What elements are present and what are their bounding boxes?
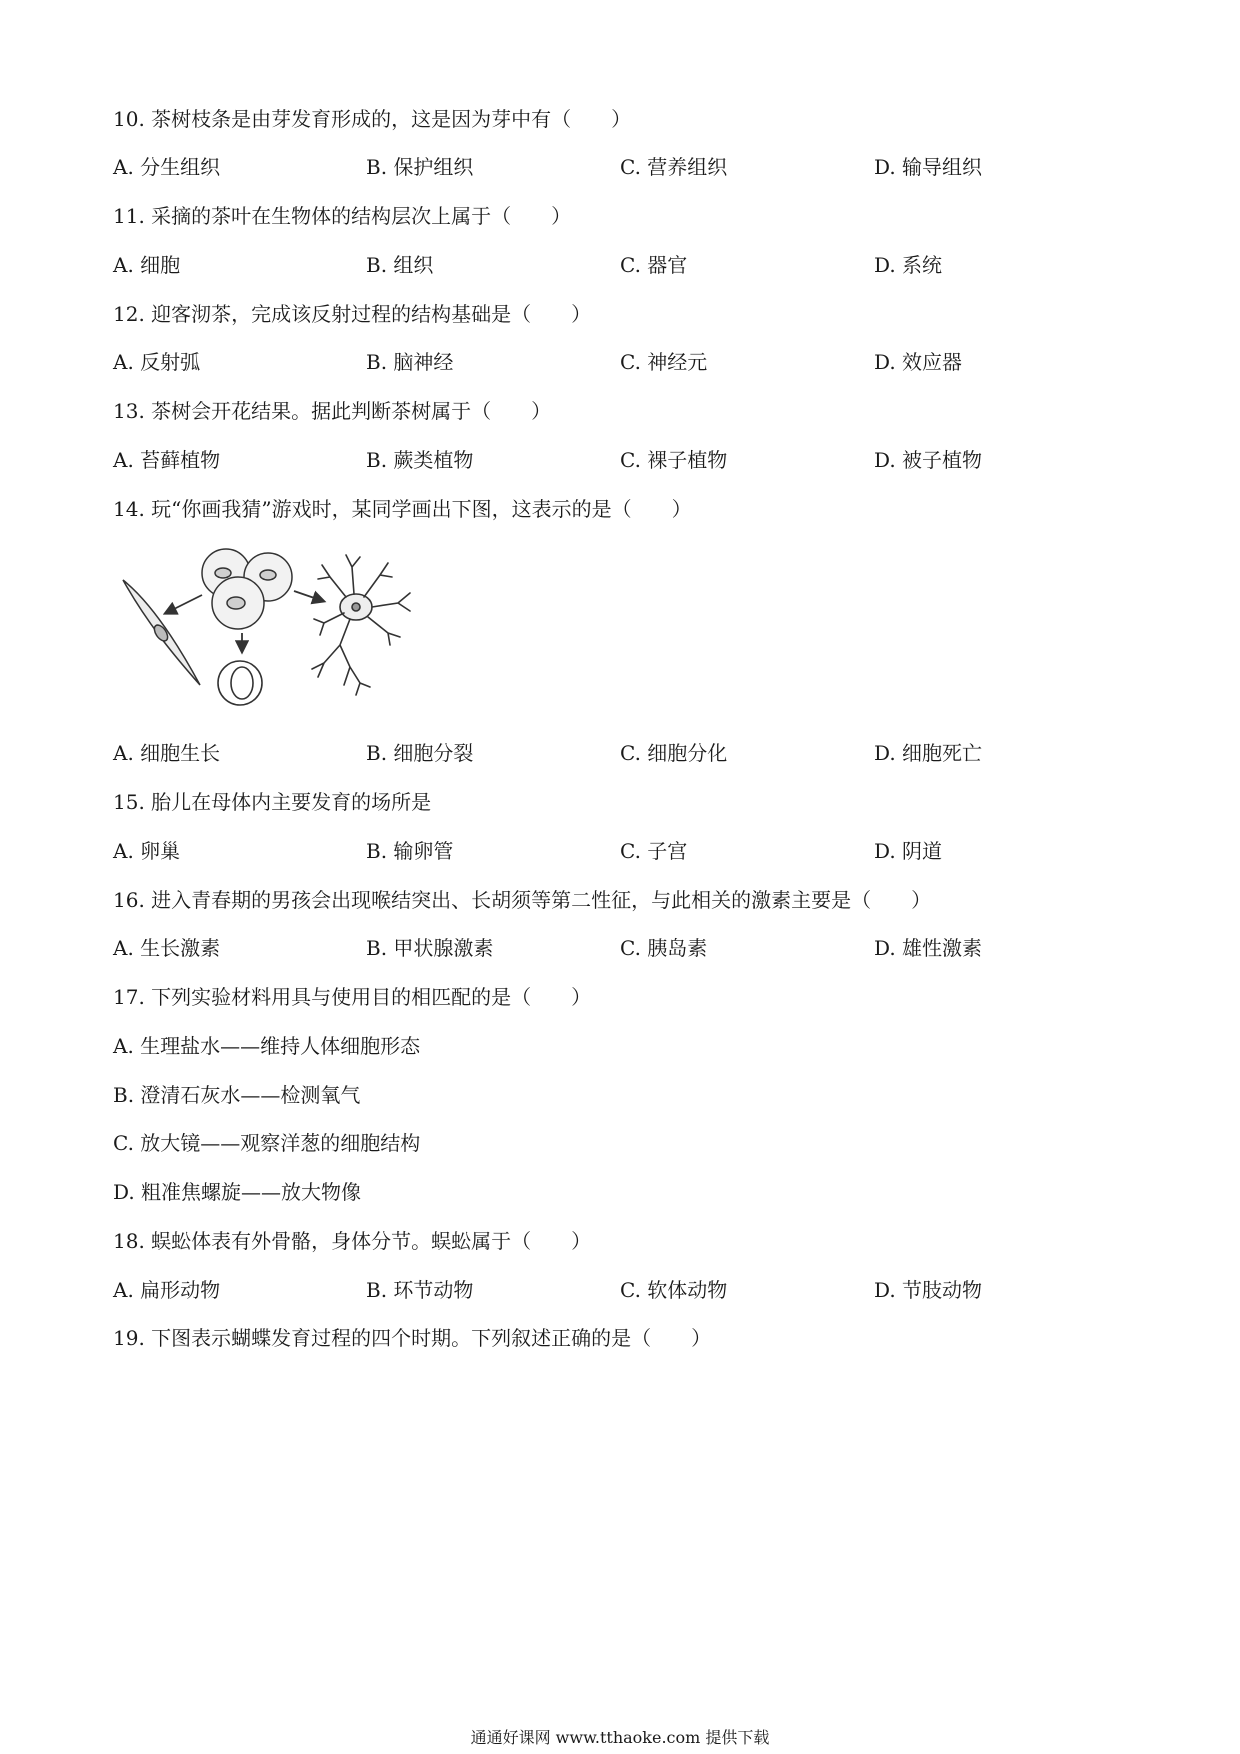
- question-13-stem: 13. 茶树会开花结果。据此判断茶树属于（ ）: [113, 399, 552, 423]
- question-16-option-c: C. 胰岛素: [620, 936, 708, 960]
- question-10-option-b: B. 保护组织: [366, 155, 474, 179]
- question-11-option-d: D. 系统: [874, 253, 943, 277]
- question-19-stem: 19. 下图表示蝴蝶发育过程的四个时期。下列叙述正确的是（ ）: [113, 1326, 712, 1350]
- question-16-stem: 16. 进入青春期的男孩会出现喉结突出、长胡须等第二性征，与此相关的激素主要是（ ）: [113, 888, 932, 912]
- question-12-option-d: D. 效应器: [874, 350, 963, 374]
- question-16-option-a: A. 生长激素: [113, 936, 221, 960]
- question-15-option-d: D. 阴道: [874, 839, 943, 863]
- question-13-option-d: D. 被子植物: [874, 448, 983, 472]
- question-18-option-b: B. 环节动物: [366, 1278, 474, 1302]
- question-18-stem: 18. 蜈蚣体表有外骨骼，身体分节。蜈蚣属于（ ）: [113, 1229, 592, 1253]
- question-18-option-c: C. 软体动物: [620, 1278, 728, 1302]
- question-15-option-b: B. 输卵管: [366, 839, 454, 863]
- neuron-cell: [312, 555, 410, 695]
- question-17-option-a: A. 生理盐水——维持人体细胞形态: [113, 1034, 421, 1058]
- question-17-option-b: B. 澄清石灰水——检测氧气: [113, 1083, 361, 1107]
- question-17-option-c: C. 放大镜——观察洋葱的细胞结构: [113, 1131, 421, 1155]
- question-17-stem: 17. 下列实验材料用具与使用目的相匹配的是（ ）: [113, 985, 592, 1009]
- question-11-option-b: B. 组织: [366, 253, 434, 277]
- question-16-option-d: D. 雄性激素: [874, 936, 983, 960]
- question-15-option-a: A. 卵巢: [113, 839, 181, 863]
- question-13-option-a: A. 苔藓植物: [113, 448, 221, 472]
- page-footer: 通通好课网 www.tthaoke.com 提供下载: [470, 1728, 770, 1747]
- question-15-stem: 15. 胎儿在母体内主要发育的场所是: [113, 790, 432, 814]
- cell-differentiation-figure: [118, 545, 418, 715]
- question-11-option-c: C. 器官: [620, 253, 688, 277]
- question-13-option-c: C. 裸子植物: [620, 448, 728, 472]
- question-11-stem: 11. 采摘的茶叶在生物体的结构层次上属于（ ）: [113, 204, 572, 228]
- question-14-stem: 14. 玩“你画我猜”游戏时，某同学画出下图，这表示的是（ ）: [113, 497, 692, 521]
- question-10-option-d: D. 输导组织: [874, 155, 983, 179]
- question-14-option-b: B. 细胞分裂: [366, 741, 474, 765]
- question-12-option-a: A. 反射弧: [113, 350, 201, 374]
- question-17-option-d: D. 粗准焦螺旋——放大物像: [113, 1180, 362, 1204]
- question-16-option-b: B. 甲状腺激素: [366, 936, 494, 960]
- question-15-option-c: C. 子宫: [620, 839, 688, 863]
- question-18-option-a: A. 扁形动物: [113, 1278, 221, 1302]
- question-11-option-a: A. 细胞: [113, 253, 181, 277]
- round-cell: [218, 661, 262, 705]
- question-13-option-b: B. 蕨类植物: [366, 448, 474, 472]
- question-12-option-b: B. 脑神经: [366, 350, 454, 374]
- question-12-option-c: C. 神经元: [620, 350, 708, 374]
- question-14-option-d: D. 细胞死亡: [874, 741, 983, 765]
- question-12-stem: 12. 迎客沏茶，完成该反射过程的结构基础是（ ）: [113, 302, 592, 326]
- question-10-stem: 10. 茶树枝条是由芽发育形成的，这是因为芽中有（ ）: [113, 107, 632, 131]
- question-10-option-a: A. 分生组织: [113, 155, 221, 179]
- question-14-option-c: C. 细胞分化: [620, 741, 728, 765]
- cell-cluster: [202, 549, 292, 629]
- arrow-to-neuron: [294, 591, 323, 601]
- question-10-option-c: C. 营养组织: [620, 155, 728, 179]
- question-14-option-a: A. 细胞生长: [113, 741, 221, 765]
- muscle-cell: [123, 580, 200, 685]
- question-18-option-d: D. 节肢动物: [874, 1278, 983, 1302]
- arrow-to-muscle-cell: [166, 595, 202, 613]
